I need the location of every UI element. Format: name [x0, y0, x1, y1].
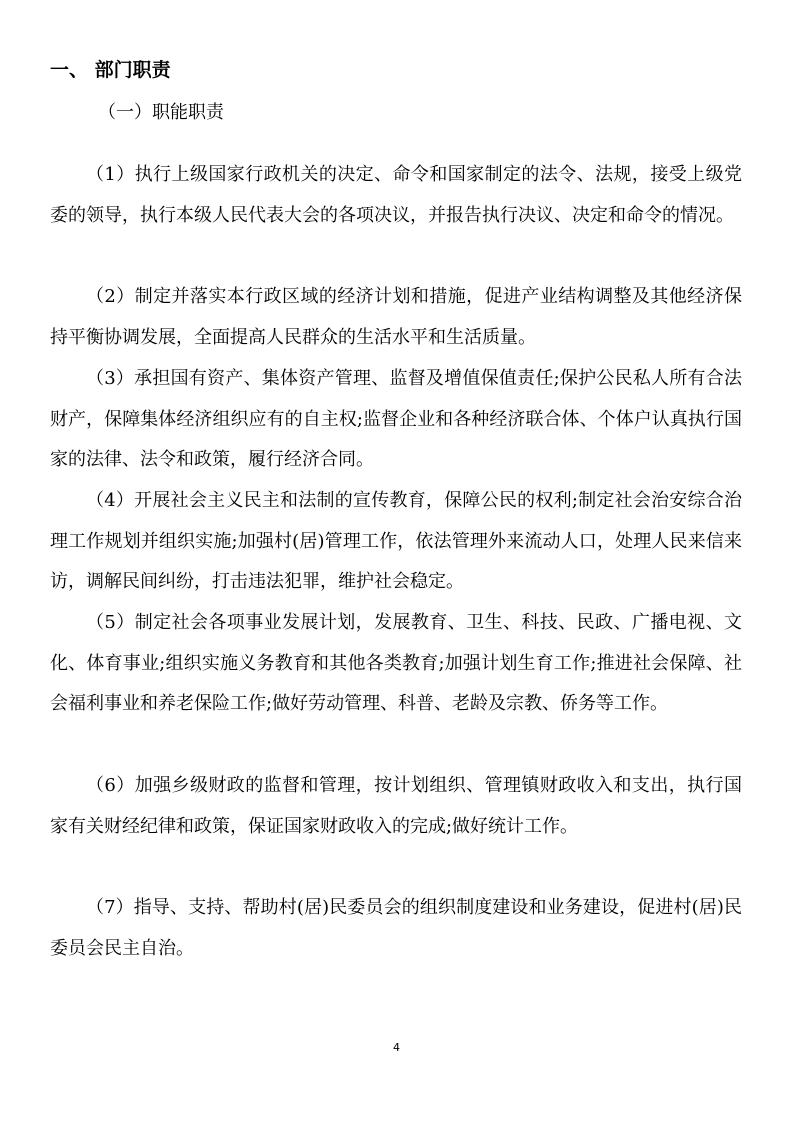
duty-paragraph-4: （4）开展社会主义民主和法制的宣传教育，保障公民的权利;制定社会治安综合治理工作规划并组织实施;加强村(居)管理工作，依法管理外来流动人口，处理人民来信来访，调解民间纠纷，打击违法犯罪，维护社会稳定。 — [50, 490, 742, 592]
duty-paragraph-6: （6）加强乡级财政的监督和管理，按计划组织、管理镇财政收入和支出，执行国家有关财经纪律和政策，保证国家财政收入的完成;做好统计工作。 — [50, 775, 742, 837]
page-number: 4 — [393, 1041, 400, 1054]
duty-paragraph-7: （7）指导、支持、帮助村(居)民委员会的组织制度建设和业务建设，促进村(居)民委员会民主自治。 — [50, 897, 742, 959]
duty-paragraph-2: （2）制定并落实本行政区域的经济计划和措施，促进产业结构调整及其他经济保持平衡协调发展，全面提高人民群众的生活水平和生活质量。 — [50, 286, 742, 348]
section-heading: 一、 部门职责 — [50, 59, 171, 81]
duty-paragraph-1: （1）执行上级国家行政机关的决定、命令和国家制定的法令、法规，接受上级党委的领导，执行本级人民代表大会的各项决议，并报告执行决议、决定和命令的情况。 — [50, 164, 742, 226]
subsection-heading: （一）职能职责 — [98, 102, 224, 123]
duty-paragraph-5: （5）制定社会各项事业发展计划，发展教育、卫生、科技、民政、广播电视、文化、体育事业;组织实施义务教育和其他各类教育;加强计划生育工作;推进社会保障、社会福利事业和养老保险工作;做好劳动管理、科普、老龄及宗教、侨务等工作。 — [50, 612, 742, 714]
duty-paragraph-3: （3）承担国有资产、集体资产管理、监督及增值保值责任;保护公民私人所有合法财产，保障集体经济组织应有的自主权;监督企业和各种经济联合体、个体户认真执行国家的法律、法令和政策，履行经济合同。 — [50, 368, 742, 470]
